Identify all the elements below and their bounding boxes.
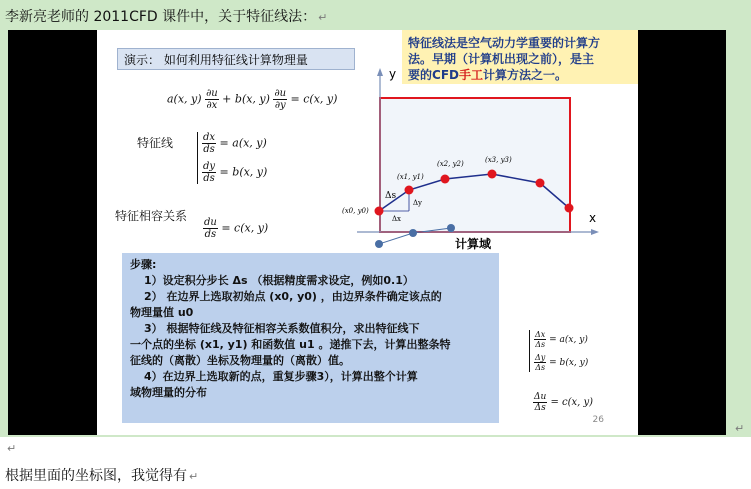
step-3c: 征线的（离散）坐标及物理量的（离散）值。	[130, 354, 350, 367]
steps-box	[122, 253, 499, 423]
point-b0	[375, 240, 383, 248]
step-3b: 一个点的坐标 (x1, y1) 和函数值 u1 。递推下去，计算出整条特	[130, 338, 451, 351]
discrete-equations: $\frac{\Delta x}{\Delta s}$ = a(x, y) $\frac{\Delta y}{\Delta s}$ = b(x, y)	[529, 330, 588, 372]
doc-top-line	[5, 6, 327, 26]
point-0	[375, 207, 384, 216]
pde-equation: a(x, y) $\frac{\partial u}{\partial x}$ + b(x, y) $\frac{\partial u}{\partial y}$ = c(x, y)	[167, 88, 338, 111]
step-3a: 3） 根据特征线及特征相容关系数值积分，求出特征线下	[144, 322, 420, 335]
point-2	[441, 175, 450, 184]
compat-label: 特征相容关系	[115, 209, 188, 223]
pt0-label: (x0, y0)	[342, 207, 369, 215]
note-cfd: CFD	[432, 68, 459, 82]
x-axis-arrow-icon	[591, 229, 599, 235]
point-5	[565, 204, 574, 213]
paragraph-mark-icon: ↵	[189, 470, 199, 483]
step-2a: 2） 在边界上选取初始点 (x0, y0) ，由边界条件确定该点的	[144, 290, 442, 303]
compat-equation: $\frac{du}{ds}$ = c(x, y)	[204, 217, 269, 240]
note-line-3-b: 计算方法之一。	[483, 68, 568, 82]
point-4	[536, 179, 545, 188]
axis-x-label: x	[589, 211, 597, 225]
point-b1	[409, 229, 417, 237]
y-axis-arrow-icon	[377, 68, 383, 76]
note-line-2: 法。早期（计算机出现之前），是主	[408, 52, 595, 66]
discrete-u-equation: $\frac{\Delta u}{\Delta s}$ = c(x, y)	[534, 392, 594, 413]
frame-end-mark	[733, 420, 744, 436]
domain-label: 计算域	[455, 237, 492, 251]
steps-title: 步骤:	[130, 258, 157, 271]
delta-s-label: Δs	[385, 191, 397, 201]
pt1-label: (x1, y1)	[397, 173, 424, 181]
point-3	[488, 170, 497, 179]
delta-y-label: Δy	[413, 199, 423, 207]
pt3-label: (x3, y3)	[485, 156, 512, 164]
paragraph-mark-icon: ↵	[735, 422, 745, 435]
demo-title: 演示： 如何利用特征线计算物理量	[117, 48, 355, 70]
doc-bottom-line	[5, 465, 198, 485]
char-label: 特征线	[137, 136, 174, 150]
note-line-1: 特征线法是空气动力学重要的计算方	[408, 36, 601, 50]
point-1	[405, 186, 414, 195]
doc-bottom-text: 根据里面的坐标图，我觉得有	[5, 468, 187, 484]
delta-x-label: Δx	[392, 215, 402, 223]
axis-y-label: y	[389, 67, 397, 81]
note-red-text: 手工	[458, 68, 483, 82]
characteristic-diagram	[337, 64, 607, 252]
note-line-3-a: 要的	[408, 68, 433, 82]
pt2-label: (x2, y2)	[437, 160, 464, 168]
empty-line	[5, 440, 16, 456]
page-number: 26	[592, 415, 604, 425]
char-equations: $\frac{dx}{ds}$ = a(x, y) $\frac{dy}{ds}$ = b(x, y)	[197, 132, 267, 184]
step-4b: 域物理量的分布	[130, 386, 207, 399]
domain-box	[380, 98, 570, 232]
paragraph-mark-icon: ↵	[7, 442, 17, 455]
doc-top-text: 李新亮老师的 2011CFD 课件中，关于特征线法：	[5, 9, 317, 25]
point-b2	[447, 224, 455, 232]
step-1: 1）设定积分步长 Δs （根据精度需求设定，例如0.1）	[144, 274, 414, 287]
step-4a: 4）在边界上选取新的点，重复步骤3），计算出整个计算	[144, 370, 418, 383]
paragraph-mark-icon: ↵	[318, 11, 328, 24]
step-2b: 物理量值 u0	[130, 306, 194, 319]
slide	[97, 30, 638, 435]
